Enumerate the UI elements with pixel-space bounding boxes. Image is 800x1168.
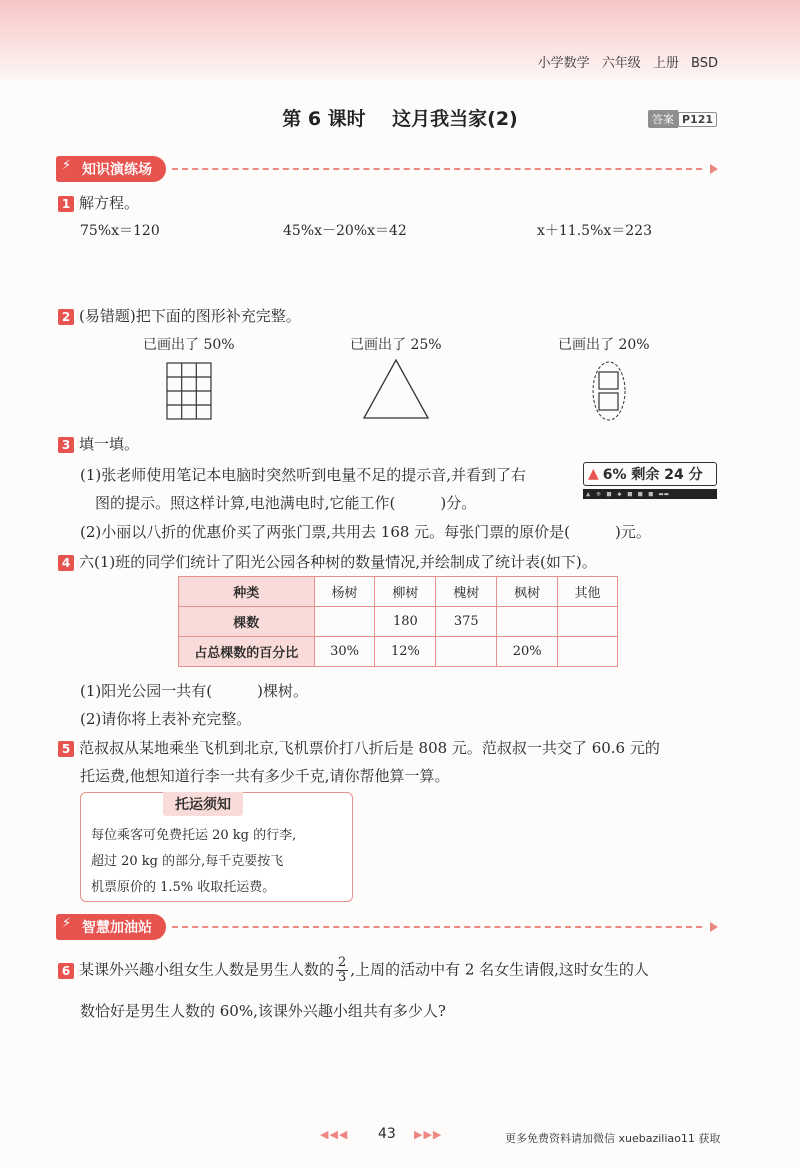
section-title: 知识演练场: [82, 162, 152, 178]
question-4: [58, 551, 597, 572]
table-cell: [497, 607, 558, 637]
notice-title: 托运须知: [163, 792, 243, 816]
triangle-shape: [362, 358, 430, 420]
q3-part2: (2)小丽以八折的优惠价买了两张门票,共用去 168 元。每张门票的原价是( )元。: [80, 523, 651, 541]
equation-2: 45%x－20%x＝42: [283, 223, 407, 239]
question-number: 1: [58, 196, 74, 212]
table-cell: 其他: [558, 577, 618, 607]
shape-label-2: 已画出了 25%: [350, 337, 442, 353]
question-1: [58, 192, 139, 213]
shape-label-1: 已画出了 50%: [143, 337, 235, 353]
table-cell: 12%: [375, 637, 436, 667]
page-number: 43: [378, 1126, 396, 1142]
question-number: 2: [58, 309, 74, 325]
table-cell: 柳树: [375, 577, 436, 607]
answer-reference: [648, 110, 717, 128]
table-cell: 占总棵数的百分比: [179, 637, 315, 667]
grid-shape: [166, 362, 212, 420]
table-cell: 枫树: [497, 577, 558, 607]
notice-line: 机票原价的 1.5% 收取托运费。: [91, 880, 276, 895]
table-row: [179, 607, 618, 637]
answer-label: 答案: [648, 110, 678, 128]
battery-warning-icon: ▲: [588, 466, 599, 482]
question-number: 4: [58, 555, 74, 571]
question-number: 6: [58, 963, 74, 979]
answer-page: P121: [678, 112, 717, 127]
grade: 六年级: [601, 56, 641, 71]
section-title: 智慧加油站: [82, 920, 152, 936]
notice-line: 每位乘客可免费托运 20 kg 的行李,: [91, 828, 297, 843]
notice-line: 超过 20 kg 的部分,每千克要按飞: [91, 854, 284, 869]
equation-3: x＋11.5%x＝223: [537, 223, 652, 239]
equation-1: 75%x＝120: [80, 223, 160, 239]
section-banner-practice: [56, 156, 718, 182]
volume: 上册: [652, 56, 679, 71]
arrow-icon: [710, 164, 718, 174]
tree-stat-table: [178, 576, 618, 667]
table-cell: 30%: [314, 637, 375, 667]
book-info: [538, 52, 718, 71]
table-cell: [558, 607, 618, 637]
battery-text: 6% 剩余 24 分: [602, 467, 703, 483]
question-2: [58, 305, 301, 326]
lesson-number: 第 6 课时: [282, 108, 366, 130]
table-cell: 375: [436, 607, 497, 637]
question-6: [58, 956, 649, 985]
subject: 小学数学: [537, 56, 590, 71]
q3-part1-line1: (1)张老师使用笔记本电脑时突然听到电量不足的提示音,并看到了右: [80, 466, 527, 484]
question-prompt: 解方程。: [79, 194, 140, 212]
baggage-notice-box: [80, 792, 353, 902]
question-3: [58, 433, 139, 454]
question-prompt: 填一填。: [79, 435, 140, 453]
q6-line2: 数恰好是男生人数的 60%,该课外兴趣小组共有多少人?: [80, 1002, 446, 1020]
table-cell: 种类: [179, 577, 315, 607]
question-text: 某课外兴趣小组女生人数是男生人数的: [79, 960, 335, 979]
battery-warning: [583, 462, 717, 499]
question-prompt: 六(1)班的同学们统计了阳光公园各种树的数量情况,并绘制成了统计表(如下)。: [79, 553, 597, 571]
arrow-icon: [710, 922, 718, 932]
q5-line2: 托运费,他想知道行李一共有多少千克,请你帮他算一算。: [80, 767, 450, 785]
taskbar-strip: ▲ ⊕ ■ ◆ ■ ■ ■ ▬▬: [583, 489, 717, 499]
lightning-icon: ⚡: [62, 916, 72, 931]
shape-label-3: 已画出了 20%: [558, 337, 650, 353]
prev-arrows-icon: ◀◀◀: [320, 1128, 349, 1141]
table-cell: [558, 637, 618, 667]
table-row: [179, 637, 618, 667]
table-cell: 棵数: [179, 607, 315, 637]
table-cell: 180: [375, 607, 436, 637]
fraction: [336, 956, 348, 985]
question-text-cont: ,上周的活动中有 2 名女生请假,这时女生的人: [350, 960, 649, 979]
question-prompt: (易错题)把下面的图形补充完整。: [79, 307, 301, 325]
q4-sub1: (1)阳光公园一共有( )棵树。: [80, 682, 308, 700]
edition: BSD: [691, 56, 718, 71]
next-arrows-icon: ▶▶▶: [414, 1128, 443, 1141]
table-cell: 槐树: [436, 577, 497, 607]
lesson-name: 这月我当家(2): [392, 108, 518, 130]
q3-part1-line2: 图的提示。照这样计算,电池满电时,它能工作( )分。: [95, 494, 477, 512]
question-5: [58, 737, 660, 758]
denominator: 3: [338, 970, 347, 985]
q4-sub2: (2)请你将上表补充完整。: [80, 710, 252, 728]
footer-note: 更多免费资料请加微信 xuebaziliao11 获取: [505, 1132, 721, 1145]
table-cell: 20%: [497, 637, 558, 667]
numerator: 2: [338, 955, 347, 970]
section-banner-wisdom: [56, 914, 718, 940]
table-row: [179, 577, 618, 607]
table-cell: 杨树: [314, 577, 375, 607]
question-number: 5: [58, 741, 74, 757]
oval-shape: [591, 360, 627, 422]
question-text: 范叔叔从某地乘坐飞机到北京,飞机票价打八折后是 808 元。范叔叔一共交了 60.6 元的: [79, 739, 660, 757]
question-number: 3: [58, 437, 74, 453]
table-cell: [314, 607, 375, 637]
table-cell: [436, 637, 497, 667]
lightning-icon: ⚡: [62, 158, 72, 173]
